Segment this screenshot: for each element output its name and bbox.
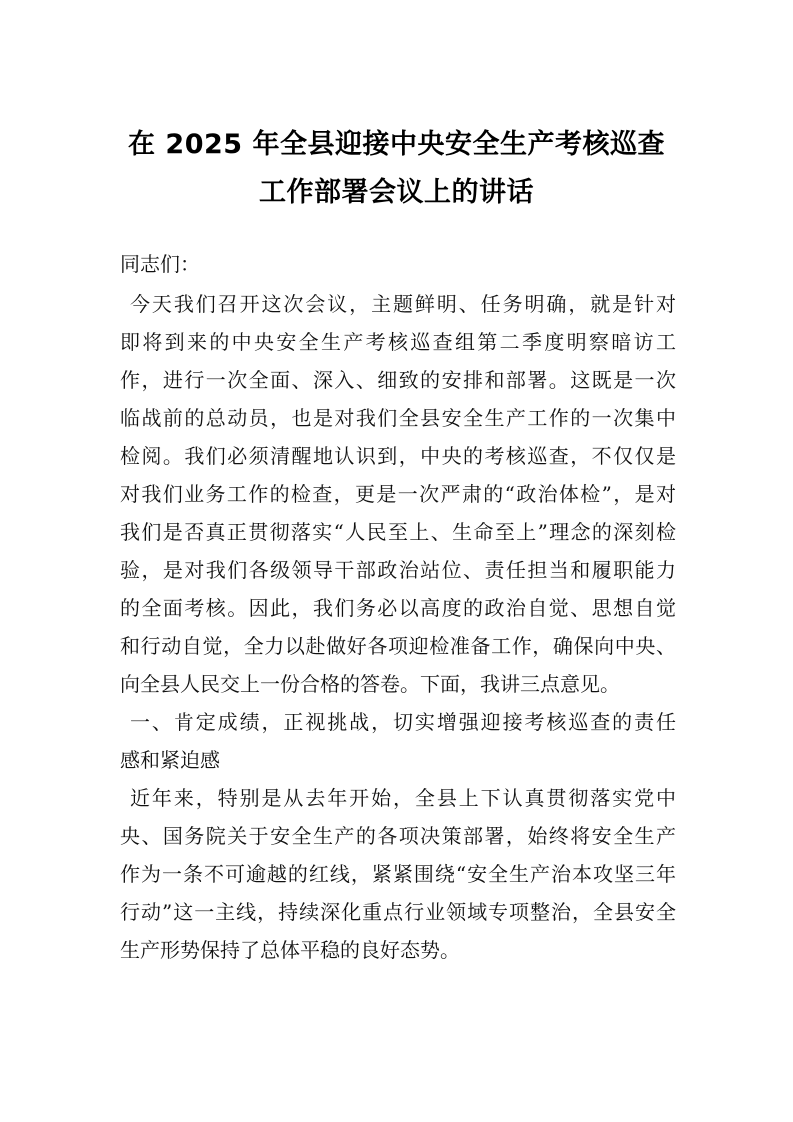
paragraph-line: 生产形势保持了总体平稳的良好态势。: [120, 938, 460, 962]
salutation: 同志们：: [120, 252, 200, 276]
paragraph-line: 向全县人民交上一份合格的答卷。下面，我讲三点意见。: [120, 672, 620, 696]
paragraph-line: 行动”这一主线，持续深化重点行业领域专项整治，全县安全: [120, 900, 676, 924]
paragraph-line: 我们是否真正贯彻落实“人民至上、生命至上”理念的深刻检: [120, 520, 676, 544]
paragraph-line: 和行动自觉，全力以赴做好各项迎检准备工作，确保向中央、: [120, 634, 676, 658]
document-title-line-2: 工作部署会议上的讲话: [259, 177, 534, 208]
paragraph-line: 验，是对我们各级领导干部政治站位、责任担当和履职能力: [120, 558, 676, 582]
document-title-line-1: 在 2025 年全县迎接中央安全生产考核巡查: [128, 129, 665, 160]
paragraph-line: 检阅。我们必须清醒地认识到，中央的考核巡查，不仅仅是: [120, 444, 676, 468]
section-heading-line: 感和紧迫感: [120, 748, 220, 772]
paragraph-line: 作，进行一次全面、深入、细致的安排和部署。这既是一次: [120, 368, 676, 392]
paragraph-line: 对我们业务工作的检查，更是一次严肃的“政治体检”，是对: [120, 482, 676, 506]
paragraph-line: 的全面考核。因此，我们务必以高度的政治自觉、思想自觉: [120, 596, 676, 620]
paragraph-line: 临战前的总动员，也是对我们全县安全生产工作的一次集中: [120, 406, 676, 430]
paragraph-line: 今天我们召开这次会议，主题鲜明、任务明确，就是针对: [130, 292, 676, 316]
paragraph-line: 近年来，特别是从去年开始，全县上下认真贯彻落实党中: [130, 786, 676, 810]
section-heading-line: 一、肯定成绩，正视挑战，切实增强迎接考核巡查的责任: [130, 710, 676, 734]
paragraph-line: 央、国务院关于安全生产的各项决策部署，始终将安全生产: [120, 824, 676, 848]
paragraph-line: 作为一条不可逾越的红线，紧紧围绕“安全生产治本攻坚三年: [120, 862, 676, 886]
paragraph-line: 即将到来的中央安全生产考核巡查组第二季度明察暗访工: [120, 330, 676, 354]
